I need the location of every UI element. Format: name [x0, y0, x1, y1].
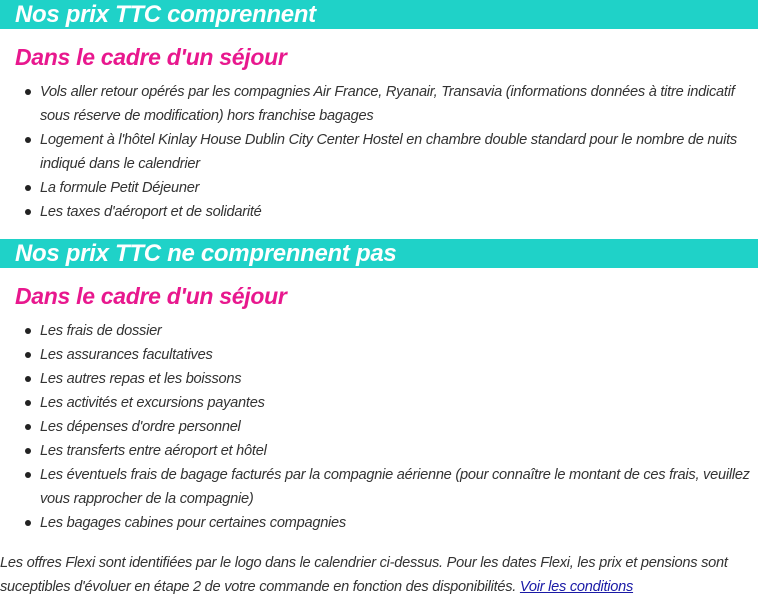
excluded-list: [0, 319, 758, 535]
bullet-icon: [25, 520, 31, 526]
list-item: [0, 439, 758, 463]
list-item: [0, 415, 758, 439]
bullet-icon: [25, 89, 31, 95]
list-item: [0, 391, 758, 415]
list-item: [0, 128, 758, 176]
list-item-text: Les assurances facultatives: [40, 347, 213, 363]
list-item: [0, 176, 758, 200]
list-item-text: Les frais de dossier: [40, 323, 162, 339]
bullet-icon: [25, 424, 31, 430]
bullet-icon: [25, 400, 31, 406]
excluded-subtitle: Dans le cadre d'un séjour: [15, 283, 287, 309]
included-list: [0, 80, 758, 224]
list-item: [0, 511, 758, 535]
bullet-icon: [25, 137, 31, 143]
included-section-title: Nos prix TTC comprennent: [0, 0, 758, 29]
flexi-note-text: Les offres Flexi sont identifiées par le logo dans le calendrier ci-dessus. Pour les dates Flexi, les prix et pensions sont suceptibles d'évoluer en étape 2 de votre commande en fonction des disponibilités.: [0, 555, 728, 595]
flexi-note: [0, 551, 750, 599]
list-item-text: Logement à l'hôtel Kinlay House Dublin City Center Hostel en chambre double standard pour le nombre de nuits indiqué dans le calendrier: [40, 132, 737, 172]
list-item: [0, 367, 758, 391]
list-item-text: Les bagages cabines pour certaines compagnies: [40, 515, 346, 531]
bullet-icon: [25, 352, 31, 358]
list-item-text: La formule Petit Déjeuner: [40, 180, 200, 196]
bullet-icon: [25, 328, 31, 334]
list-item: [0, 319, 758, 343]
bullet-icon: [25, 376, 31, 382]
list-item: [0, 80, 758, 128]
list-item-text: Les éventuels frais de bagage facturés par la compagnie aérienne (pour connaître le montant de ces frais, veuillez vous rapprocher de la compagnie): [40, 467, 750, 507]
list-item-text: Les autres repas et les boissons: [40, 371, 242, 387]
included-subtitle: Dans le cadre d'un séjour: [15, 44, 287, 70]
bullet-icon: [25, 185, 31, 191]
excluded-section-title: Nos prix TTC ne comprennent pas: [0, 239, 758, 268]
bullet-icon: [25, 209, 31, 215]
list-item-text: Les transferts entre aéroport et hôtel: [40, 443, 267, 459]
list-item-text: Les activités et excursions payantes: [40, 395, 265, 411]
list-item-text: Les taxes d'aéroport et de solidarité: [40, 204, 262, 220]
list-item: [0, 463, 758, 511]
bullet-icon: [25, 472, 31, 478]
conditions-link[interactable]: Voir les conditions: [519, 579, 634, 595]
list-item-text: Les dépenses d'ordre personnel: [40, 419, 241, 435]
bullet-icon: [25, 448, 31, 454]
list-item: [0, 343, 758, 367]
list-item: [0, 200, 758, 224]
list-item-text: Vols aller retour opérés par les compagnies Air France, Ryanair, Transavia (informations données à titre indicatif sous réserve de modification) hors franchise bagages: [40, 84, 735, 124]
